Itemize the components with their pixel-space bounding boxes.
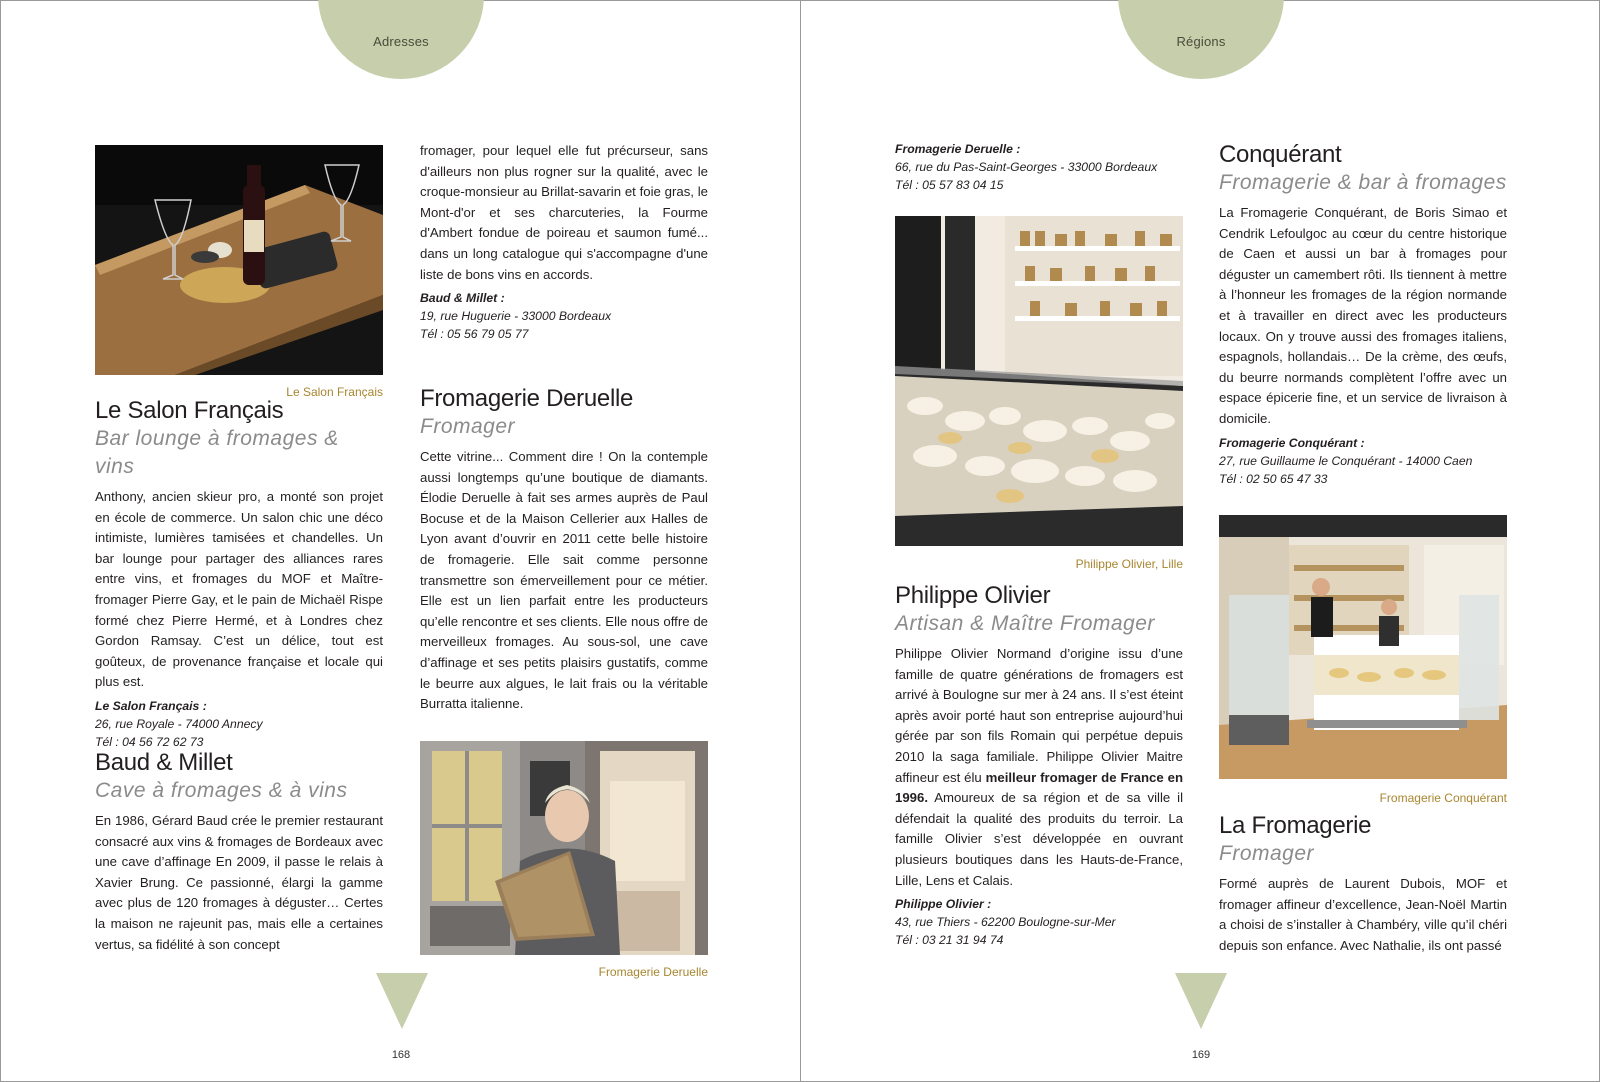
olivier-body-b: Amoureux de sa région et de sa ville il défendait la qualité des produits du terroir. La famille Olivier s’est développée en ouvrant plusieurs boutiques dans les Hauts-de-France, Lille, Lens et Calais. <box>895 790 1183 888</box>
salon-address <box>95 697 383 751</box>
page-marker-right <box>1175 973 1227 1029</box>
olivier-title: Philippe Olivier <box>895 582 1051 609</box>
baud-address <box>420 289 708 343</box>
baud-continuation <box>420 141 708 343</box>
salon-article <box>95 397 383 751</box>
baud-body-continued: fromager, pour lequel elle fut précurseur, sans d'ailleurs non plus rogner sur la qualité, avec le croque-monsieur au Brillat-savarin et foie gras, le Mont-d'or et ses charcuteries, la Fourme d'Ambert fondue de poireau et saumon fumé... dans un long catalogue qui s'accompagne d'une liste de bons vins en accords. <box>420 143 708 282</box>
baud-subtitle: Cave à fromages & à vins <box>95 779 348 802</box>
olivier-address-street: 43, rue Thiers - 62200 Boulogne-sur-Mer <box>895 915 1116 930</box>
conquerant-address-name: Fromagerie Conquérant : <box>1219 435 1365 450</box>
olivier-body-bold: meilleur fromager de France en 1996. <box>895 769 1183 806</box>
baud-address-phone: Tél : 05 56 79 05 77 <box>420 327 529 342</box>
salon-body: Anthony, ancien skieur pro, a monté son projet en école de commerce. Un salon chic une déco intimiste, lumières tamisées et chandelles. Un bar lounge pour partager des alliances rares entre vins, et fromages du MOF et Maître-fromager Pierre Gay, et le pain de Michaël Rispe formé chez Pierre Hermé, et à Londres chez Gordon Ramsay. C’est un délice, tout est goûteux, de provenance française et locale qui plus est. <box>95 489 383 690</box>
olivier-address-phone: Tél : 03 21 31 94 74 <box>895 933 1004 948</box>
olivier-photo <box>895 216 1183 546</box>
salon-address-street: 26, rue Royale - 74000 Annecy <box>95 716 263 731</box>
olivier-address-name: Philippe Olivier : <box>895 897 992 912</box>
conquerant-address-phone: Tél : 02 50 65 47 33 <box>1219 471 1328 486</box>
baud-address-street: 19, rue Huguerie - 33000 Bordeaux <box>420 309 612 324</box>
deruelle-address-phone: Tél : 05 57 83 04 15 <box>895 178 1004 192</box>
olivier-subtitle: Artisan & Maître Fromager <box>895 612 1155 635</box>
salon-photo <box>95 145 383 375</box>
conquerant-article <box>1219 141 1507 488</box>
conquerant-photo-caption: Fromagerie Conquérant <box>1379 791 1507 805</box>
baud-body: En 1986, Gérard Baud crée le premier restaurant consacré aux vins & fromages de Bordeaux avec une cave d’affinage En 2009, il passe le relais à Xavier Brung. Ce passionné, élargi la gamme avec plus de 120 fromages à déguster… Certes la maison ne rajeunit pas, mais elle a certaines vertus, sa fidélité à son concept <box>95 813 383 952</box>
conquerant-subtitle: Fromagerie & bar à fromages <box>1219 171 1507 194</box>
olivier-body-a: Philippe Olivier Normand d’origine issu d’une famille de quatre générations de fromagers est arrivé à Boulogne sur mer à 24 ans. Il s’est éteint après avoir porté haut son entreprise aujourd’hui gérée par son fils Romain qui perpétue depuis 2010 la saga familiale. Philippe Olivier Maitre affineur est élu <box>895 646 1183 785</box>
deruelle-address-block <box>895 140 1183 194</box>
deruelle-title: Fromagerie Deruelle <box>420 385 634 412</box>
olivier-body <box>895 644 1183 891</box>
deruelle-article <box>420 385 708 715</box>
deruelle-address-name: Fromagerie Deruelle : <box>895 142 1021 156</box>
deruelle-body: Cette vitrine... Comment dire ! On la contemple aussi longtemps qu’une boutique de diamants. Élodie Deruelle à fait ses armes auprès de Paul Bocuse et de la Maison Cellerier aux Halles de Lyon avant d’ouvrir en 2011 cette belle histoire de fromagerie. Elle sait comme personne transmettre son émerveillement pour ce métier. Elle est un lien parfait entre les producteurs qu’elle rencontre et ses clients. Elle nous offre de merveilleux fromages. Au sous-sol, une cave d’affinage et ses petits plaisirs gustatifs, comme le beurre aux algues, le lait frais ou la véritable Burratta italienne. <box>420 449 708 712</box>
section-tab-label: Régions <box>1176 34 1226 49</box>
olivier-article <box>895 582 1183 949</box>
conquerant-photo <box>1219 515 1507 779</box>
deruelle-photo-caption: Fromagerie Deruelle <box>598 965 708 979</box>
center-gutter <box>800 1 801 1082</box>
lafromagerie-subtitle: Fromager <box>1219 842 1315 865</box>
salon-title: Le Salon Français <box>95 397 284 424</box>
conquerant-address-street: 27, rue Guillaume le Conquérant - 14000 Caen <box>1219 453 1473 468</box>
page-number-right: 169 <box>1191 1049 1211 1061</box>
conquerant-body: La Fromagerie Conquérant, de Boris Simao et Cendrik Lefoulgoc au cœur du centre historique de Caen et aussi un bar à fromages pour déguster un camembert rôti. Ils tiennent à mettre à l’honneur les fromages de la région normande et à travailler en direct avec les producteurs locaux. On y trouve aussi des fromages italiens, espagnols, hollandais… De la crème, des œufs, du beurre normands complètent l’offre avec un espace épicerie fine, et un service de livraison à domicile. <box>1219 205 1507 426</box>
salon-address-phone: Tél : 04 56 72 62 73 <box>95 734 204 749</box>
deruelle-address-street: 66, rue du Pas-Saint-Georges - 33000 Bordeaux <box>895 160 1158 174</box>
baud-article <box>95 749 383 955</box>
lafromagerie-body: Formé auprès de Laurent Dubois, MOF et fromager affineur d’excellence, Jean-Noël Martin a choisi de s’installer à Chambéry, ville qu’il chéri depuis son enfance. Avec Nathalie, ils ont passé <box>1219 876 1507 953</box>
olivier-photo-caption: Philippe Olivier, Lille <box>1075 557 1183 571</box>
lafromagerie-article <box>1219 812 1507 956</box>
salon-address-name: Le Salon Français : <box>95 698 207 713</box>
baud-title: Baud & Millet <box>95 749 233 776</box>
section-tab-right <box>1118 0 1284 79</box>
section-tab-label: Adresses <box>373 34 429 49</box>
deruelle-subtitle: Fromager <box>420 415 516 438</box>
deruelle-photo <box>420 741 708 955</box>
deruelle-address <box>895 140 1183 194</box>
conquerant-address <box>1219 434 1507 488</box>
lafromagerie-title: La Fromagerie <box>1219 812 1372 839</box>
page-marker-left <box>376 973 428 1029</box>
page-number-left: 168 <box>391 1049 411 1061</box>
olivier-address <box>895 895 1183 949</box>
conquerant-title: Conquérant <box>1219 141 1342 168</box>
section-tab-left <box>318 0 484 79</box>
salon-photo-caption: Le Salon Français <box>286 385 383 399</box>
baud-address-name: Baud & Millet : <box>420 291 505 306</box>
salon-subtitle: Bar lounge à fromages & vins <box>95 427 339 478</box>
